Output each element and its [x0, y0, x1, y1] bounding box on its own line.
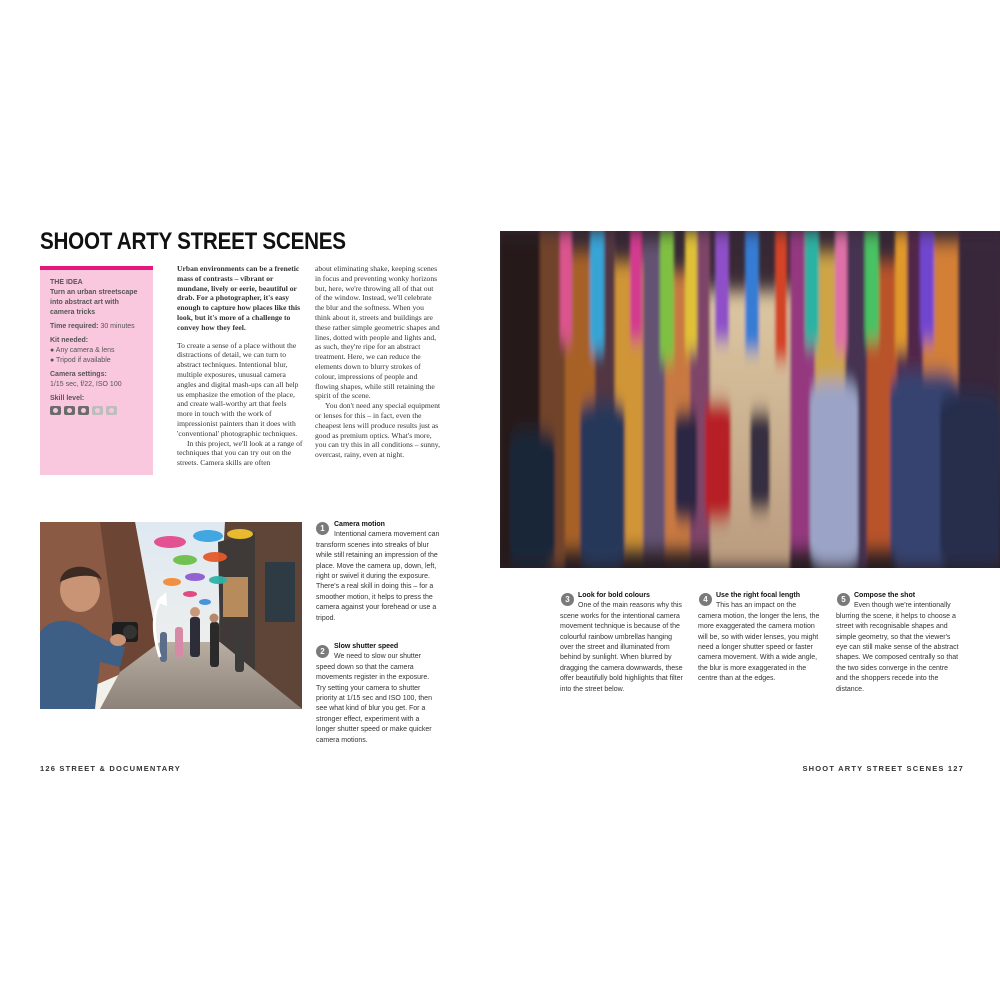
settings-label: Camera settings:: [50, 371, 107, 378]
idea-box: [40, 270, 153, 475]
body-column-1: [177, 264, 303, 468]
idea-summary: Turn an urban streetscape into abstract art with camera tricks: [50, 289, 138, 316]
settings-value: 1/15 sec, f/22, ISO 100: [50, 381, 122, 388]
body-column-2: [315, 264, 441, 460]
skill-label: Skill level:: [50, 395, 85, 402]
step-number-badge: 4: [699, 593, 712, 606]
step-number-badge: 1: [316, 522, 329, 535]
camera-icon: [50, 406, 61, 415]
kit-item: ● Tripod if available: [50, 357, 111, 364]
body-paragraph: about eliminating shake, keeping scenes in focus and preventing wonky horizons but, here, we're throwing all of that out of the window. Instead, we'll celebrate the blur and the softness. When you think about it, streets and buildings are these rather simple geometric shapes and lines, dotted with people and lights and, as such, they're ripe for an abstract treatment. Here, we can reduce the elements down to blurry strokes of colour, impressions of people and flowing shapes, while still retaining the spirit of the scene.: [315, 264, 440, 401]
body-paragraph: To create a sense of a place without the distractions of detail, we can turn to abstract techniques. Intentional blur, multiple exposures, unusual camera angles and digital mash-ups can all help us emphasize the emotion of the place, and create wall-worthy art that feels more in touch with the work of impressionist painters than it does with 'conventional' photographic techniques.: [177, 340, 299, 438]
lead-paragraph: Urban environments can be a frenetic mass of contrasts – vibrant or mundane, lively or eerie, beautiful or drab. For a photographer, it's easy enough to capture how places like this look, but it's more of a challenge to convey how they feel.: [177, 264, 301, 332]
step-number-badge: 2: [316, 645, 329, 658]
body-paragraph: In this project, we'll look at a range of techniques that you can try out on the streets. Camera skills are often: [177, 438, 303, 468]
step-compose-shot: [836, 591, 961, 695]
camera-icon: [92, 406, 103, 415]
blurred-street-photo: [500, 231, 1000, 568]
page-title: SHOOT ARTY STREET SCENES: [40, 228, 346, 255]
step-text: This has an impact on the camera motion, the longer the lens, the more exaggerated the camera motion will be, so with wider lenses, you might need a longer shutter speed or faster camera movement. With a wide angle, the blur is more exaggerated in the centre than at the edges.: [698, 602, 820, 683]
idea-heading: THE IDEA: [50, 279, 83, 286]
kit-item: ● Any camera & lens: [50, 347, 115, 354]
step-number-badge: 3: [561, 593, 574, 606]
step-title: Look for bold colours: [578, 592, 650, 599]
camera-icon: [78, 406, 89, 415]
step-number-badge: 5: [837, 593, 850, 606]
camera-icon: [106, 406, 117, 415]
step-camera-motion: [316, 520, 440, 624]
step-title: Slow shutter speed: [334, 643, 399, 650]
step-title: Use the right focal length: [716, 592, 801, 599]
folio-right: SHOOT ARTY STREET SCENES 127: [802, 764, 964, 773]
step-slow-shutter-speed: [316, 642, 440, 746]
body-paragraph: You don't need any special equipment or lenses for this – in fact, even the cheapest lens will produce results just as good as premium optics. What's more, you can try this in all conditions – sunny, overcast, rainy, even at night.: [315, 401, 441, 460]
step-text: Even though we're intentionally blurring the scene, it helps to choose a street with recognisable shapes and simple geometry, so that the viewer's eye can still make sense of the abstract shapes. We composed centrally so that the two sides converge in the centre and the shoppers recede into the distance.: [836, 602, 959, 693]
step-title: Compose the shot: [854, 592, 916, 599]
skill-rating: [50, 406, 143, 415]
kit-label: Kit needed:: [50, 337, 89, 344]
time-required: Time required: 30 minutes: [50, 323, 135, 330]
camera-icon: [64, 406, 75, 415]
photographer-street-photo: [40, 522, 302, 709]
folio-left: 126 STREET & DOCUMENTARY: [40, 764, 181, 773]
step-focal-length: [698, 591, 820, 685]
step-text: One of the main reasons why this scene works for the intentional camera movement technique is because of the colourful rainbow umbrellas hanging over the street and illuminated from behind by sunlight. When blurred by dragging the camera downwards, these offer beautifully bold highlights that filter into the street below.: [560, 602, 683, 693]
step-text: Intentional camera movement can transform scenes into streaks of blur while still retaining an impression of the place. Move the camera up, down, left, right or swivel it during the exposure. There's a real skill in doing this – for a smoother motion, it helps to press the camera against your forehead or use a tripod.: [316, 531, 440, 622]
step-bold-colours: [560, 591, 687, 695]
step-text: We need to slow our shutter speed down so that the camera movements register in the exposure. Try setting your camera to shutter priority at 1/15 sec and ISO 100, then see what kind of blur you get. For a stronger effect, experiment with a longer shutter speed or make quicker camera motions.: [316, 653, 432, 744]
step-title: Camera motion: [334, 521, 385, 528]
